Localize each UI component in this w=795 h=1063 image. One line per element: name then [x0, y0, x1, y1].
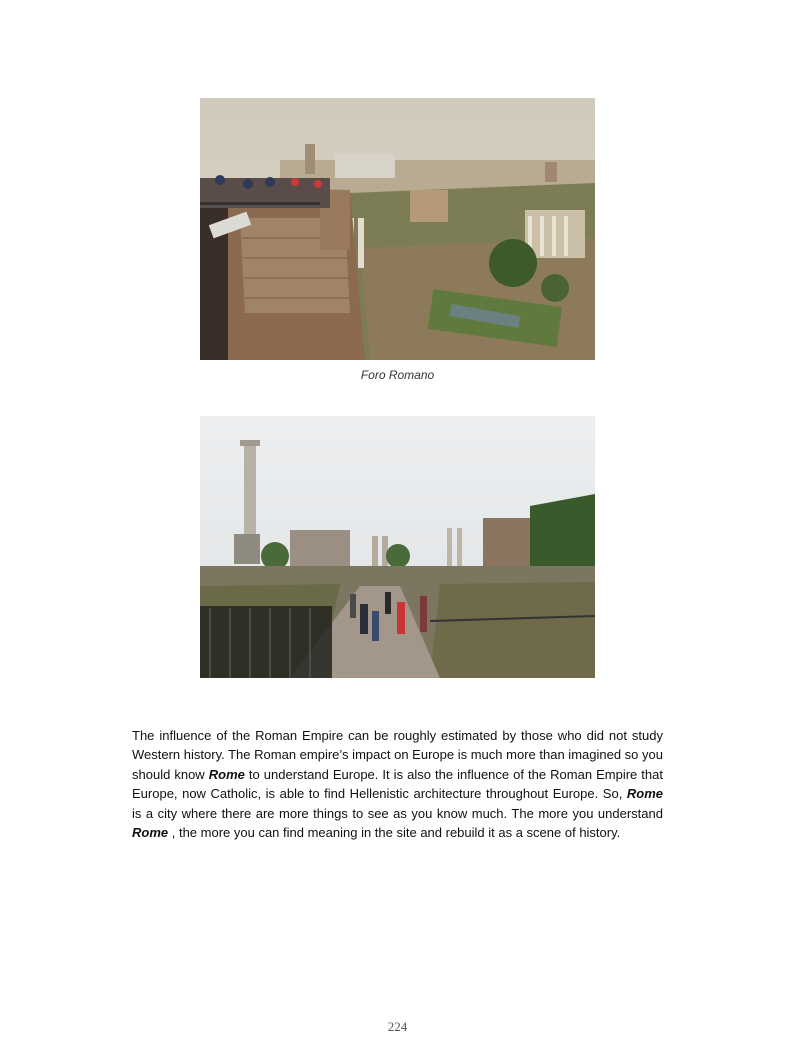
rome-emphasis: Rome: [208, 766, 245, 782]
forum-overlook-illustration: [200, 98, 595, 360]
body-paragraph: The influence of the Roman Empire can be roughly estimated by those who did not study Western history. The Roman empire’s impact on Europe is much more than imagined so you should know Rome to understand Europe. It is also the influence of the Roman Empire that Europe, now Catholic, is able to find Hellenistic architecture throughout Europe. So, Rome is a city where there are more things to see as you know much. The more you understand Rome , the more you can find meaning in the site and rebuild it as a scene of history.: [132, 728, 663, 841]
rome-emphasis: Rome: [132, 825, 169, 841]
figure-caption: Foro Romano: [360, 368, 435, 382]
page-number: 224: [387, 1019, 408, 1034]
forum-overlook-photo: [200, 98, 595, 360]
via-sacra-illustration: [200, 416, 595, 678]
rome-emphasis: Rome: [626, 786, 663, 802]
via-sacra-photo: [200, 416, 595, 678]
